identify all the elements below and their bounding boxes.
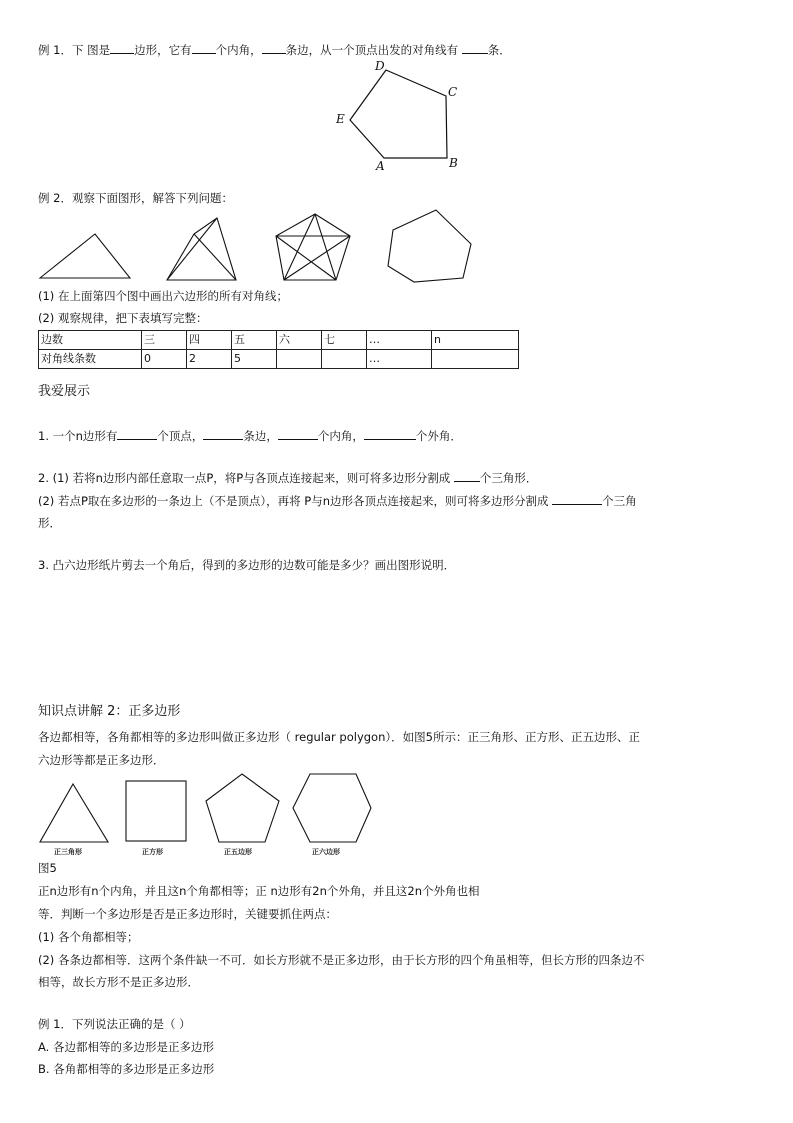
ex3-option-a[interactable]: A. 各边都相等的多边形是正多边形 (38, 1040, 214, 1054)
table-cell: 0 (142, 350, 187, 369)
table-cell: 2 (187, 350, 232, 369)
kp2-line3: 正n边形有n个内角，并且这n个角都相等；正 n边形有2n个外角，并且这2n个外角也相 (38, 884, 480, 898)
ex1-blank-diagonals[interactable] (462, 42, 488, 54)
pentagon-shape (350, 70, 447, 158)
vertex-label-b: B (449, 156, 458, 170)
show-q2-line1: 2. (1) 若将n边形内部任意取一点P，将P与各顶点连接起来，则可将多边形分割成 个三角形． (38, 471, 538, 485)
table-cell: 三 (142, 331, 187, 350)
caption-pentagon: 正五边形 (224, 847, 252, 856)
q1-blank-vertices[interactable] (117, 428, 157, 440)
ex3-option-b[interactable]: B. 各角都相等的多边形是正多边形 (38, 1062, 215, 1076)
ex2-q1: (1) 在上面第四个图中画出六边形的所有对角线； (38, 289, 288, 303)
ex1-blank-sides[interactable] (110, 42, 134, 54)
q1-blank-exterior[interactable] (364, 428, 416, 440)
table-cell: 五 (232, 331, 277, 350)
vertex-label-e: E (336, 112, 345, 126)
table-cell: … (367, 331, 432, 350)
q1-blank-edges[interactable] (203, 428, 243, 440)
regular-polygons-figure (36, 770, 381, 862)
table-cell: 5 (232, 350, 277, 369)
caption-triangle: 正三角形 (54, 847, 82, 856)
kp2-cond3: 相等，故长方形不是正多边形． (38, 975, 199, 989)
table-row (39, 331, 519, 350)
caption-square: 正方形 (142, 847, 163, 856)
ex2-title: 例 2．观察下面图形，解答下列问题： (38, 191, 233, 205)
vertex-label-a: A (376, 159, 385, 173)
diagonal-table (38, 330, 519, 369)
kp2-line2: 六边形等都是正多边形． (38, 753, 165, 767)
table-cell: 边数 (39, 331, 142, 350)
show-q2-line3: 形． (38, 516, 61, 530)
hexagon-figure[interactable] (388, 210, 471, 282)
quadrilateral-figure (167, 218, 236, 280)
ex3-title: 例 1．下列说法正确的是（ ） (38, 1017, 191, 1031)
q1-blank-interior[interactable] (278, 428, 318, 440)
q2-blank-inside[interactable] (454, 470, 480, 482)
pentagon-diagonals-figure (276, 214, 350, 280)
figure-label: 图5 (38, 861, 57, 875)
kp2-title: 知识点讲解 2：正多边形 (38, 704, 181, 719)
table-cell-input[interactable] (432, 350, 519, 369)
table-cell: 四 (187, 331, 232, 350)
show-q2-line2: (2) 若点P取在多边形的一条边上（不是顶点），再将 P与n边形各顶点连接起来，则可将多边形分割成 个三角 (38, 494, 637, 508)
kp2-line4: 等．判断一个多边形是否是正多边形时，关键要抓住两点： (38, 907, 337, 921)
ex1-blank-edges[interactable] (262, 42, 286, 54)
regular-hexagon (293, 774, 371, 842)
kp2-cond2: (2) 各条边都相等．这两个条件缺一不可．如长方形就不是正多边形，由于长方形的四个角虽相等，但长方形的四条边不 (38, 953, 645, 967)
q2-blank-edge[interactable] (552, 493, 602, 505)
kp2-line1: 各边都相等，各角都相等的多边形叫做正多边形（ regular polygon）．如图5所示：正三角形、正方形、正五边形、正 (38, 730, 640, 744)
table-cell: 七 (322, 331, 367, 350)
ex2-figures (36, 206, 486, 286)
kp2-cond1: (1) 各个角都相等； (38, 930, 139, 944)
caption-hexagon: 正六边形 (312, 847, 340, 856)
show-q3: 3. 凸六边形纸片剪去一个角后，得到的多边形的边数可能是多少？画出图形说明． (38, 558, 456, 572)
table-cell: 对角线条数 (39, 350, 142, 369)
ex1-blank-angles[interactable] (192, 42, 216, 54)
table-cell: 六 (277, 331, 322, 350)
regular-pentagon (206, 774, 279, 842)
show-q1: 1. 一个n边形有 个顶点， 条边， 个内角， 个外角． (38, 429, 462, 443)
regular-triangle (40, 784, 108, 842)
table-cell: … (367, 350, 432, 369)
section-heading: 我爱展示 (38, 384, 91, 399)
table-cell-input[interactable] (322, 350, 367, 369)
table-cell: n (432, 331, 519, 350)
vertex-label-d: D (375, 59, 385, 73)
table-cell-input[interactable] (277, 350, 322, 369)
vertex-label-c: C (448, 85, 458, 99)
ex2-q2: (2) 观察规律，把下表填写完整： (38, 311, 208, 325)
ex1-line: 例 1．下 图是 边形，它有 个内角， 条边，从一个顶点出发的对角线有 条． (38, 43, 511, 57)
table-row (39, 350, 519, 369)
square-shape (126, 781, 186, 841)
triangle-figure (40, 234, 130, 278)
